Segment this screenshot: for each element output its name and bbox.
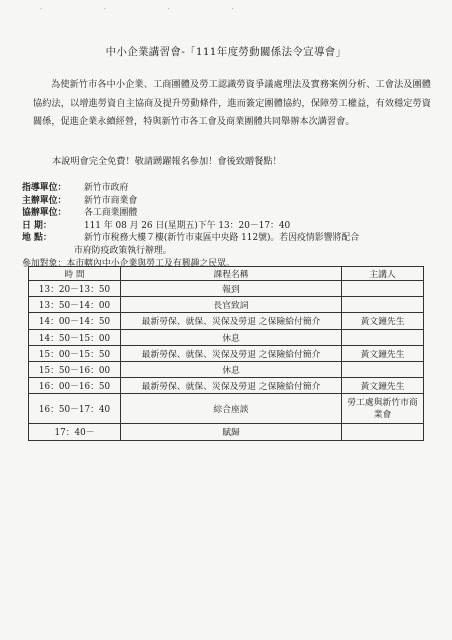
cell-speaker: 黃文鐘先生	[342, 313, 424, 329]
header-time: 時 間	[29, 267, 121, 281]
info-value: 新竹市商業會	[84, 195, 138, 206]
scan-marks: · · · ·	[40, 6, 264, 13]
cell-speaker	[342, 424, 424, 440]
header-course: 課程名稱	[121, 267, 342, 281]
cell-course: 最新勞保、就保、災保及勞退 之保險給付簡介	[121, 313, 342, 329]
info-row-co-organizer	[22, 207, 437, 220]
cell-speaker	[342, 329, 424, 345]
info-row-organizer	[22, 195, 437, 208]
cell-course: 綜合座談	[121, 394, 342, 424]
location-continuation: 市府防疫政策執行辦理。	[74, 245, 172, 256]
cell-time: 16：50－17：40	[29, 394, 121, 424]
table-row	[29, 378, 424, 394]
event-info	[22, 182, 437, 258]
cell-course: 報到	[121, 281, 342, 297]
cell-speaker: 黃文鐘先生	[342, 378, 424, 394]
cell-speaker	[342, 297, 424, 313]
table-row	[29, 424, 424, 440]
header-speaker: 主講人	[342, 267, 424, 281]
info-row-date	[22, 220, 437, 233]
info-label: 主辦單位：	[22, 195, 67, 206]
cell-speaker: 勞工處與新竹市商業會	[342, 394, 424, 424]
cell-time: 16：00－16：50	[29, 378, 121, 394]
cell-time: 15：00－15：50	[29, 345, 121, 361]
table-row	[29, 345, 424, 361]
document-title: 中小企業講習會-「111年度勞動關係法令宣導會」	[105, 46, 347, 58]
cell-time: 15：50－16：00	[29, 361, 121, 377]
info-row-location	[22, 232, 437, 245]
table-row	[29, 329, 424, 345]
cell-speaker	[342, 361, 424, 377]
info-value: 新竹市政府	[84, 183, 129, 193]
cell-course: 賦歸	[121, 424, 342, 440]
cell-course: 最新勞保、就保、災保及勞退 之保險給付簡介	[121, 345, 342, 361]
info-label: 指導單位：	[22, 183, 67, 193]
info-value: 新竹市稅務大樓７樓(新竹市東區中央路 112號)。若因疫情影響將配合	[84, 233, 360, 244]
info-value: 111 年 08 月 26 日(星期五)下午 13：20－17：40	[84, 220, 291, 231]
info-row-guidance	[22, 182, 437, 195]
cell-course: 休息	[121, 361, 342, 377]
info-label: 日 期：	[22, 220, 52, 231]
participants: 參加對象：本市轄內中小企業與勞工及有興趣之民眾。	[22, 259, 235, 269]
table-row	[29, 394, 424, 424]
cell-time: 17：40－	[29, 424, 121, 440]
cell-course: 最新勞保、就保、災保及勞退 之保險給付簡介	[121, 378, 342, 394]
free-notice: 本說明會完全免費！敬請踴躍報名參加！會後致贈餐點！	[52, 156, 282, 167]
cell-time: 13：20－13：50	[29, 281, 121, 297]
table-row	[29, 281, 424, 297]
table-row	[29, 361, 424, 377]
cell-time: 14：00－14：50	[29, 313, 121, 329]
info-value: 各工商業團體	[84, 208, 138, 219]
info-label: 地 點：	[22, 233, 52, 244]
table-header-row	[29, 267, 424, 281]
cell-time: 13：50－14：00	[29, 297, 121, 313]
cell-course: 休息	[121, 329, 342, 345]
table-row	[29, 313, 424, 329]
cell-course: 長官致詞	[121, 297, 342, 313]
info-label: 協辦單位：	[22, 208, 67, 219]
cell-time: 14：50－15：00	[29, 329, 121, 345]
schedule-table	[28, 266, 424, 441]
intro-paragraph: 為使新竹市各中小企業、工商團體及勞工認識勞資爭議處理法及實務案例分析、工會法及團體協約法，以增進勞資自主協商及提升勞動條件，進而簽定團體協約，保障勞工權益，有效穩定勞資關係，促進企業永續經營，特與新竹市各工會及商業團體共同舉辦本次講習會。	[33, 79, 431, 127]
cell-speaker: 黃文鐘先生	[342, 345, 424, 361]
cell-speaker	[342, 281, 424, 297]
table-row	[29, 297, 424, 313]
